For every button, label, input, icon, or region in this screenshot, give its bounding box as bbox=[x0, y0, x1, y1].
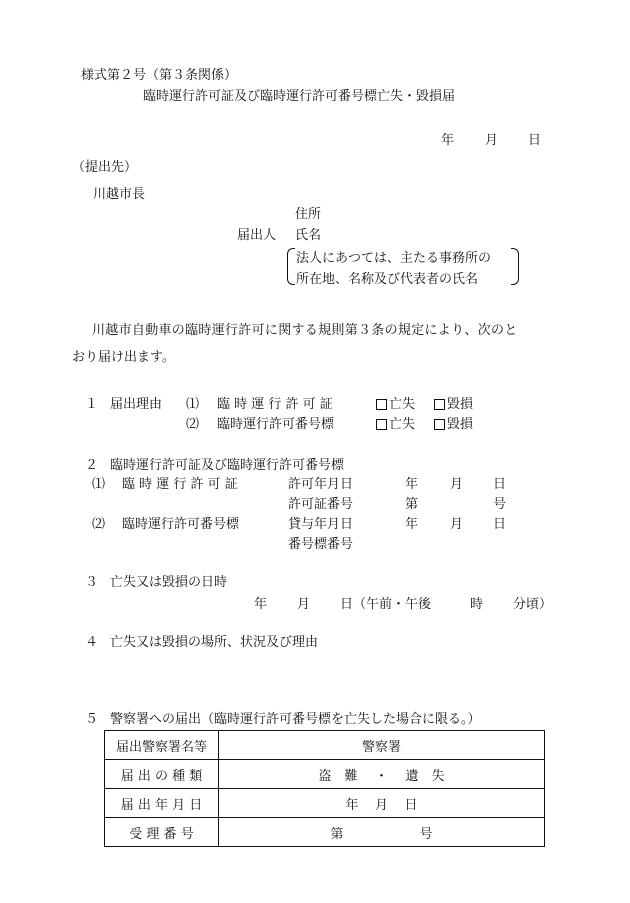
receipt-number-prefix: 第 bbox=[330, 826, 344, 842]
incident-hour: 時 bbox=[470, 597, 484, 612]
addressee-label: （提出先） bbox=[72, 160, 138, 175]
addressee-name: 川越市長 bbox=[93, 187, 146, 202]
permit-number-label: 許可証番号 bbox=[288, 497, 354, 512]
report-date-label: 届 出 年 月 日 bbox=[105, 789, 219, 818]
plate-number-label: 番号標番号 bbox=[288, 537, 354, 552]
intro-line1: 川越市自動車の臨時運行許可に関する規則第３条の規定により、次のと bbox=[92, 323, 518, 338]
report-type-theft: 盗 難 bbox=[318, 768, 358, 784]
section1-item1-loss-checkbox[interactable] bbox=[376, 399, 387, 410]
report-type-separator: ・ bbox=[374, 768, 388, 784]
section1-item2-number: ⑵ bbox=[186, 417, 200, 432]
section1-item2-loss-label: 亡失 bbox=[389, 417, 416, 432]
police-station-label: 届出警察署名等 bbox=[105, 731, 219, 760]
applicant-role: 届出人 bbox=[237, 228, 277, 243]
date-day-label: 日 bbox=[528, 133, 542, 148]
form-title: 臨時運行許可証及び臨時運行許可番号標亡失・毀損届 bbox=[143, 89, 456, 104]
section1-item2-damage-checkbox[interactable] bbox=[434, 419, 445, 430]
report-date-day: 日 bbox=[404, 797, 418, 813]
form-number: 様式第２号（第３条関係） bbox=[81, 68, 238, 83]
lending-date-year: 年 bbox=[405, 517, 419, 532]
receipt-number-suffix: 号 bbox=[419, 826, 433, 842]
section1-item1-damage-checkbox[interactable] bbox=[434, 399, 445, 410]
section2-item2-number: ⑵ bbox=[92, 517, 106, 532]
police-report-table bbox=[104, 730, 545, 847]
section3-number: ３ bbox=[85, 575, 99, 590]
section3-label: 亡失又は毀損の日時 bbox=[110, 575, 228, 590]
section2-item2-name: 臨時運行許可番号標 bbox=[122, 517, 240, 532]
permit-date-month: 月 bbox=[450, 477, 464, 492]
permit-number-prefix: 第 bbox=[405, 497, 419, 512]
report-type-label: 届 出 の 種 類 bbox=[105, 760, 219, 789]
report-type-value[interactable] bbox=[219, 760, 545, 789]
report-date-value[interactable] bbox=[219, 789, 545, 818]
section4-number: ４ bbox=[85, 635, 99, 650]
corporate-note-line1: 法人にあつては、主たる事務所の bbox=[296, 251, 492, 266]
section2-number: ２ bbox=[85, 458, 99, 473]
lending-date-day: 日 bbox=[493, 517, 507, 532]
table-row bbox=[105, 731, 545, 760]
section1-number: １ bbox=[85, 397, 99, 412]
date-month-label: 月 bbox=[485, 133, 499, 148]
police-station-value[interactable]: 警察署 bbox=[219, 731, 545, 760]
permit-number-suffix: 号 bbox=[493, 497, 507, 512]
corporate-note-line2: 所在地、名称及び代表者の氏名 bbox=[296, 272, 479, 287]
report-date-year: 年 bbox=[345, 797, 359, 813]
address-label: 住所 bbox=[295, 207, 322, 222]
incident-minute: 分頃） bbox=[513, 597, 553, 612]
section1-item2-damage-label: 毀損 bbox=[447, 417, 474, 432]
section4-label: 亡失又は毀損の場所、状況及び理由 bbox=[110, 635, 319, 650]
permit-date-year: 年 bbox=[405, 477, 419, 492]
section2-item1-name: 臨 時 運 行 許 可 証 bbox=[122, 477, 238, 492]
incident-year: 年 bbox=[254, 597, 268, 612]
name-label: 氏名 bbox=[295, 228, 322, 243]
table-row bbox=[105, 818, 545, 847]
lending-date-month: 月 bbox=[450, 517, 464, 532]
incident-month: 月 bbox=[297, 597, 311, 612]
receipt-number-label: 受 理 番 号 bbox=[105, 818, 219, 847]
section1-item1-loss-label: 亡失 bbox=[389, 397, 416, 412]
section1-item2-name: 臨時運行許可番号標 bbox=[217, 417, 335, 432]
section5-label: 警察署への届出（臨時運行許可番号標を亡失した場合に限る。） bbox=[110, 712, 481, 727]
note-bracket-left bbox=[287, 248, 295, 285]
intro-line2: おり届け出ます。 bbox=[72, 350, 175, 365]
report-date-month: 月 bbox=[374, 797, 388, 813]
date-year-label: 年 bbox=[441, 133, 455, 148]
section5-number: ５ bbox=[85, 712, 99, 727]
section1-item1-number: ⑴ bbox=[186, 397, 200, 412]
section2-label: 臨時運行許可証及び臨時運行許可番号標 bbox=[110, 458, 345, 473]
section1-label: 届出理由 bbox=[110, 397, 163, 412]
receipt-number-value[interactable] bbox=[219, 818, 545, 847]
incident-day-ampm: 日（午前・午後 bbox=[340, 597, 432, 612]
permit-date-label: 許可年月日 bbox=[288, 477, 354, 492]
section1-item1-damage-label: 毀損 bbox=[447, 397, 474, 412]
permit-date-day: 日 bbox=[493, 477, 507, 492]
table-row bbox=[105, 760, 545, 789]
table-row bbox=[105, 789, 545, 818]
report-type-lost: 遺 失 bbox=[405, 768, 445, 784]
section2-item1-number: ⑴ bbox=[92, 477, 106, 492]
lending-date-label: 貸与年月日 bbox=[288, 517, 354, 532]
section1-item1-name: 臨 時 運 行 許 可 証 bbox=[217, 397, 333, 412]
section1-item2-loss-checkbox[interactable] bbox=[376, 419, 387, 430]
note-bracket-right bbox=[511, 248, 519, 285]
